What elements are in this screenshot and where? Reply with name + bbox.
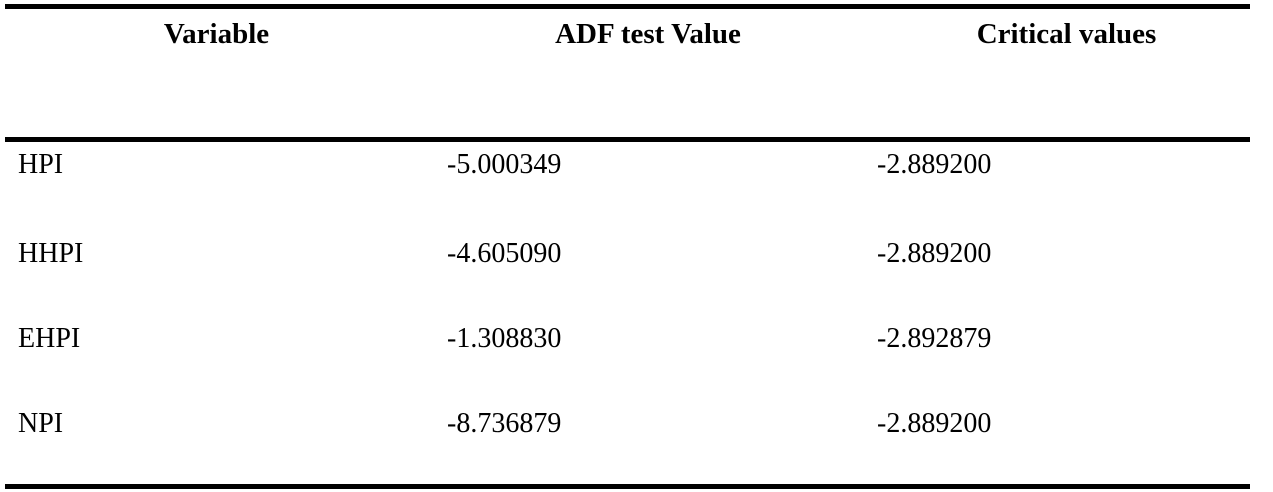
- critical-value-cell: -2.889200: [877, 149, 992, 180]
- adf-value-cell: -5.000349: [447, 149, 562, 180]
- top-rule: [5, 4, 1250, 9]
- variable-cell: NPI: [18, 408, 64, 439]
- variable-cell: HHPI: [18, 238, 84, 269]
- adf-value-cell: -1.308830: [447, 323, 562, 354]
- variable-cell: HPI: [18, 149, 64, 180]
- adf-value-cell: -8.736879: [447, 408, 562, 439]
- header-rule: [5, 137, 1250, 142]
- critical-value-cell: -2.889200: [877, 238, 992, 269]
- header-adf-test-value: ADF test Value: [555, 18, 741, 50]
- table-row: [0, 148, 1273, 182]
- bottom-rule: [5, 484, 1250, 489]
- table-row: [0, 237, 1273, 271]
- header-variable: Variable: [163, 18, 270, 50]
- critical-value-cell: -2.889200: [877, 408, 992, 439]
- header-critical-values: Critical values: [976, 18, 1157, 50]
- critical-value-cell: -2.892879: [877, 323, 992, 354]
- table-row: [0, 322, 1273, 356]
- table-row: [0, 407, 1273, 441]
- adf-value-cell: -4.605090: [447, 238, 562, 269]
- variable-cell: EHPI: [18, 323, 81, 354]
